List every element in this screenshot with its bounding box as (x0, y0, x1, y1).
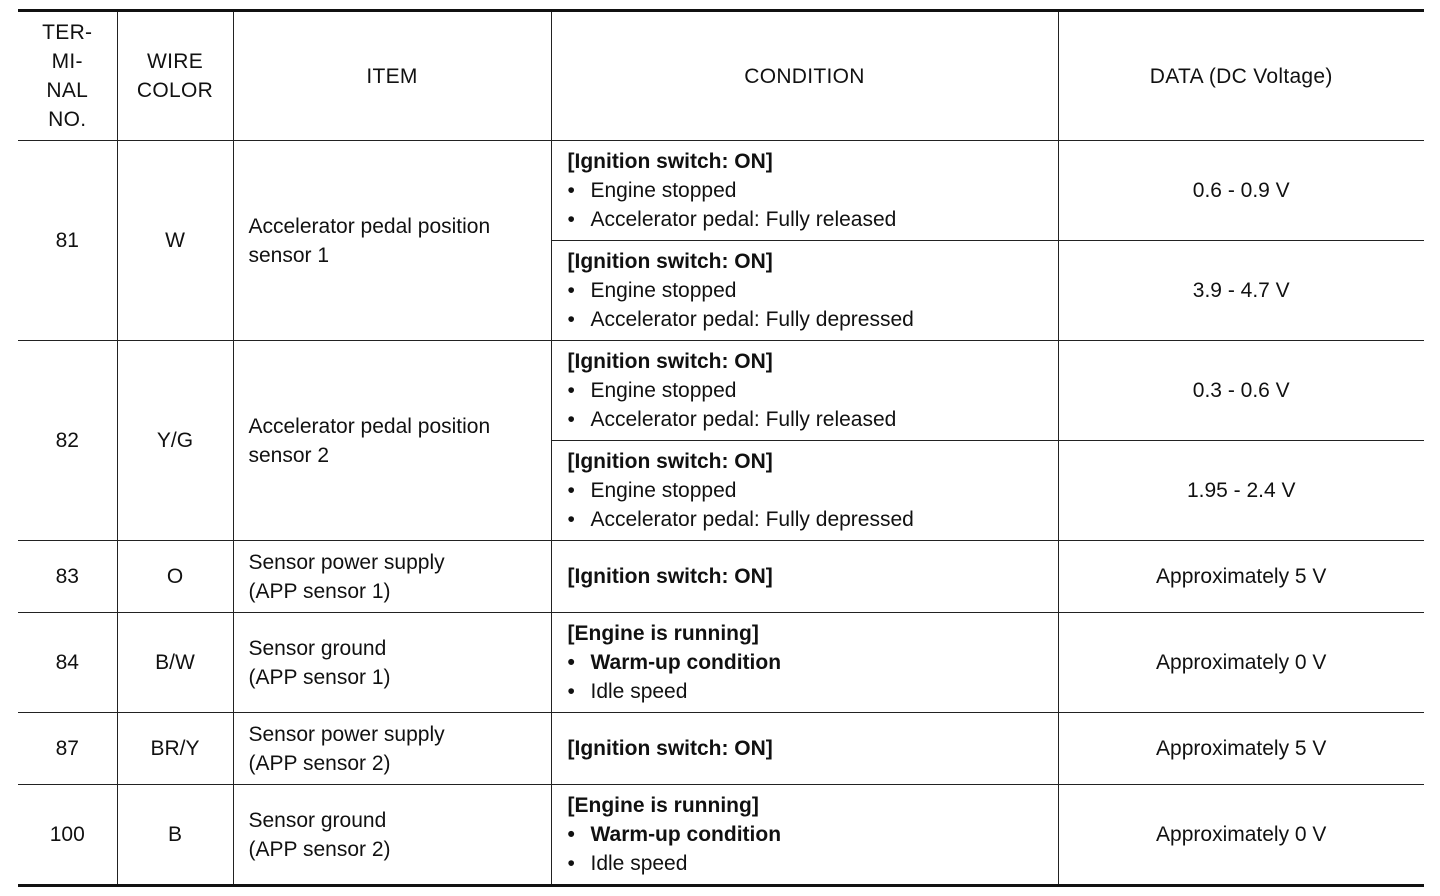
condition-heading: [Ignition switch: ON] (567, 250, 773, 273)
wire-color: O (117, 541, 233, 613)
condition-cell (551, 141, 1058, 241)
table-row (18, 785, 1424, 886)
voltage-value: 1.95 - 2.4 V (1058, 441, 1424, 541)
item-description: Sensor ground (APP sensor 1) (233, 613, 551, 713)
header-wire-color: WIRE COLOR (117, 11, 233, 141)
voltage-value: Approximately 0 V (1058, 613, 1424, 713)
terminal-number: 83 (18, 541, 117, 613)
terminal-number: 84 (18, 613, 117, 713)
voltage-value: Approximately 5 V (1058, 713, 1424, 785)
wire-color: BR/Y (117, 713, 233, 785)
wire-color: B/W (117, 613, 233, 713)
condition-heading: [Engine is running] (567, 794, 759, 817)
wire-color: Y/G (117, 341, 233, 541)
condition-heading: [Engine is running] (567, 622, 759, 645)
condition-bullet: • Accelerator pedal: Fully depressed (568, 505, 1058, 534)
condition-heading: [Ignition switch: ON] (567, 150, 773, 173)
condition-cell (551, 541, 1058, 613)
terminal-number: 81 (18, 141, 117, 341)
condition-bullet: • Accelerator pedal: Fully released (568, 205, 1058, 234)
header-row (18, 11, 1424, 141)
condition-heading: [Ignition switch: ON] (567, 350, 773, 373)
header-condition: CONDITION (551, 11, 1058, 141)
condition-bullet: • Engine stopped (568, 276, 1058, 305)
item-description: Sensor ground (APP sensor 2) (233, 785, 551, 886)
voltage-value: 0.6 - 0.9 V (1058, 141, 1424, 241)
wire-color: W (117, 141, 233, 341)
voltage-value: 0.3 - 0.6 V (1058, 341, 1424, 441)
voltage-value: 3.9 - 4.7 V (1058, 241, 1424, 341)
terminal-number: 87 (18, 713, 117, 785)
wire-color: B (117, 785, 233, 886)
header-item: ITEM (233, 11, 551, 141)
condition-cell (551, 613, 1058, 713)
condition-bullet: • Engine stopped (568, 376, 1058, 405)
condition-heading: [Ignition switch: ON] (567, 565, 773, 588)
item-description: Accelerator pedal position sensor 1 (233, 141, 551, 341)
table-row (18, 141, 1424, 241)
condition-bullet: • Accelerator pedal: Fully depressed (568, 305, 1058, 334)
condition-bullet: • Idle speed (568, 849, 1058, 878)
condition-cell (551, 341, 1058, 441)
condition-heading: [Ignition switch: ON] (567, 450, 773, 473)
item-description: Sensor power supply (APP sensor 1) (233, 541, 551, 613)
condition-bullet: • Engine stopped (568, 176, 1058, 205)
item-description: Accelerator pedal position sensor 2 (233, 341, 551, 541)
terminal-data-table (18, 9, 1424, 887)
table-row (18, 341, 1424, 441)
header-terminal-no: TER- MI- NAL NO. (18, 11, 117, 141)
condition-bullet: • Warm-up condition (568, 820, 1058, 849)
voltage-value: Approximately 0 V (1058, 785, 1424, 886)
condition-bullet: • Warm-up condition (568, 648, 1058, 677)
condition-cell (551, 241, 1058, 341)
condition-bullet: • Accelerator pedal: Fully released (568, 405, 1058, 434)
item-description: Sensor power supply (APP sensor 2) (233, 713, 551, 785)
voltage-value: Approximately 5 V (1058, 541, 1424, 613)
table-row (18, 713, 1424, 785)
terminal-number: 82 (18, 341, 117, 541)
condition-bullet: • Idle speed (568, 677, 1058, 706)
condition-cell (551, 713, 1058, 785)
condition-bullet: • Engine stopped (568, 476, 1058, 505)
header-data: DATA (DC Voltage) (1058, 11, 1424, 141)
table-row (18, 613, 1424, 713)
condition-cell (551, 785, 1058, 886)
condition-heading: [Ignition switch: ON] (567, 737, 773, 760)
table-row (18, 541, 1424, 613)
terminal-number: 100 (18, 785, 117, 886)
condition-cell (551, 441, 1058, 541)
